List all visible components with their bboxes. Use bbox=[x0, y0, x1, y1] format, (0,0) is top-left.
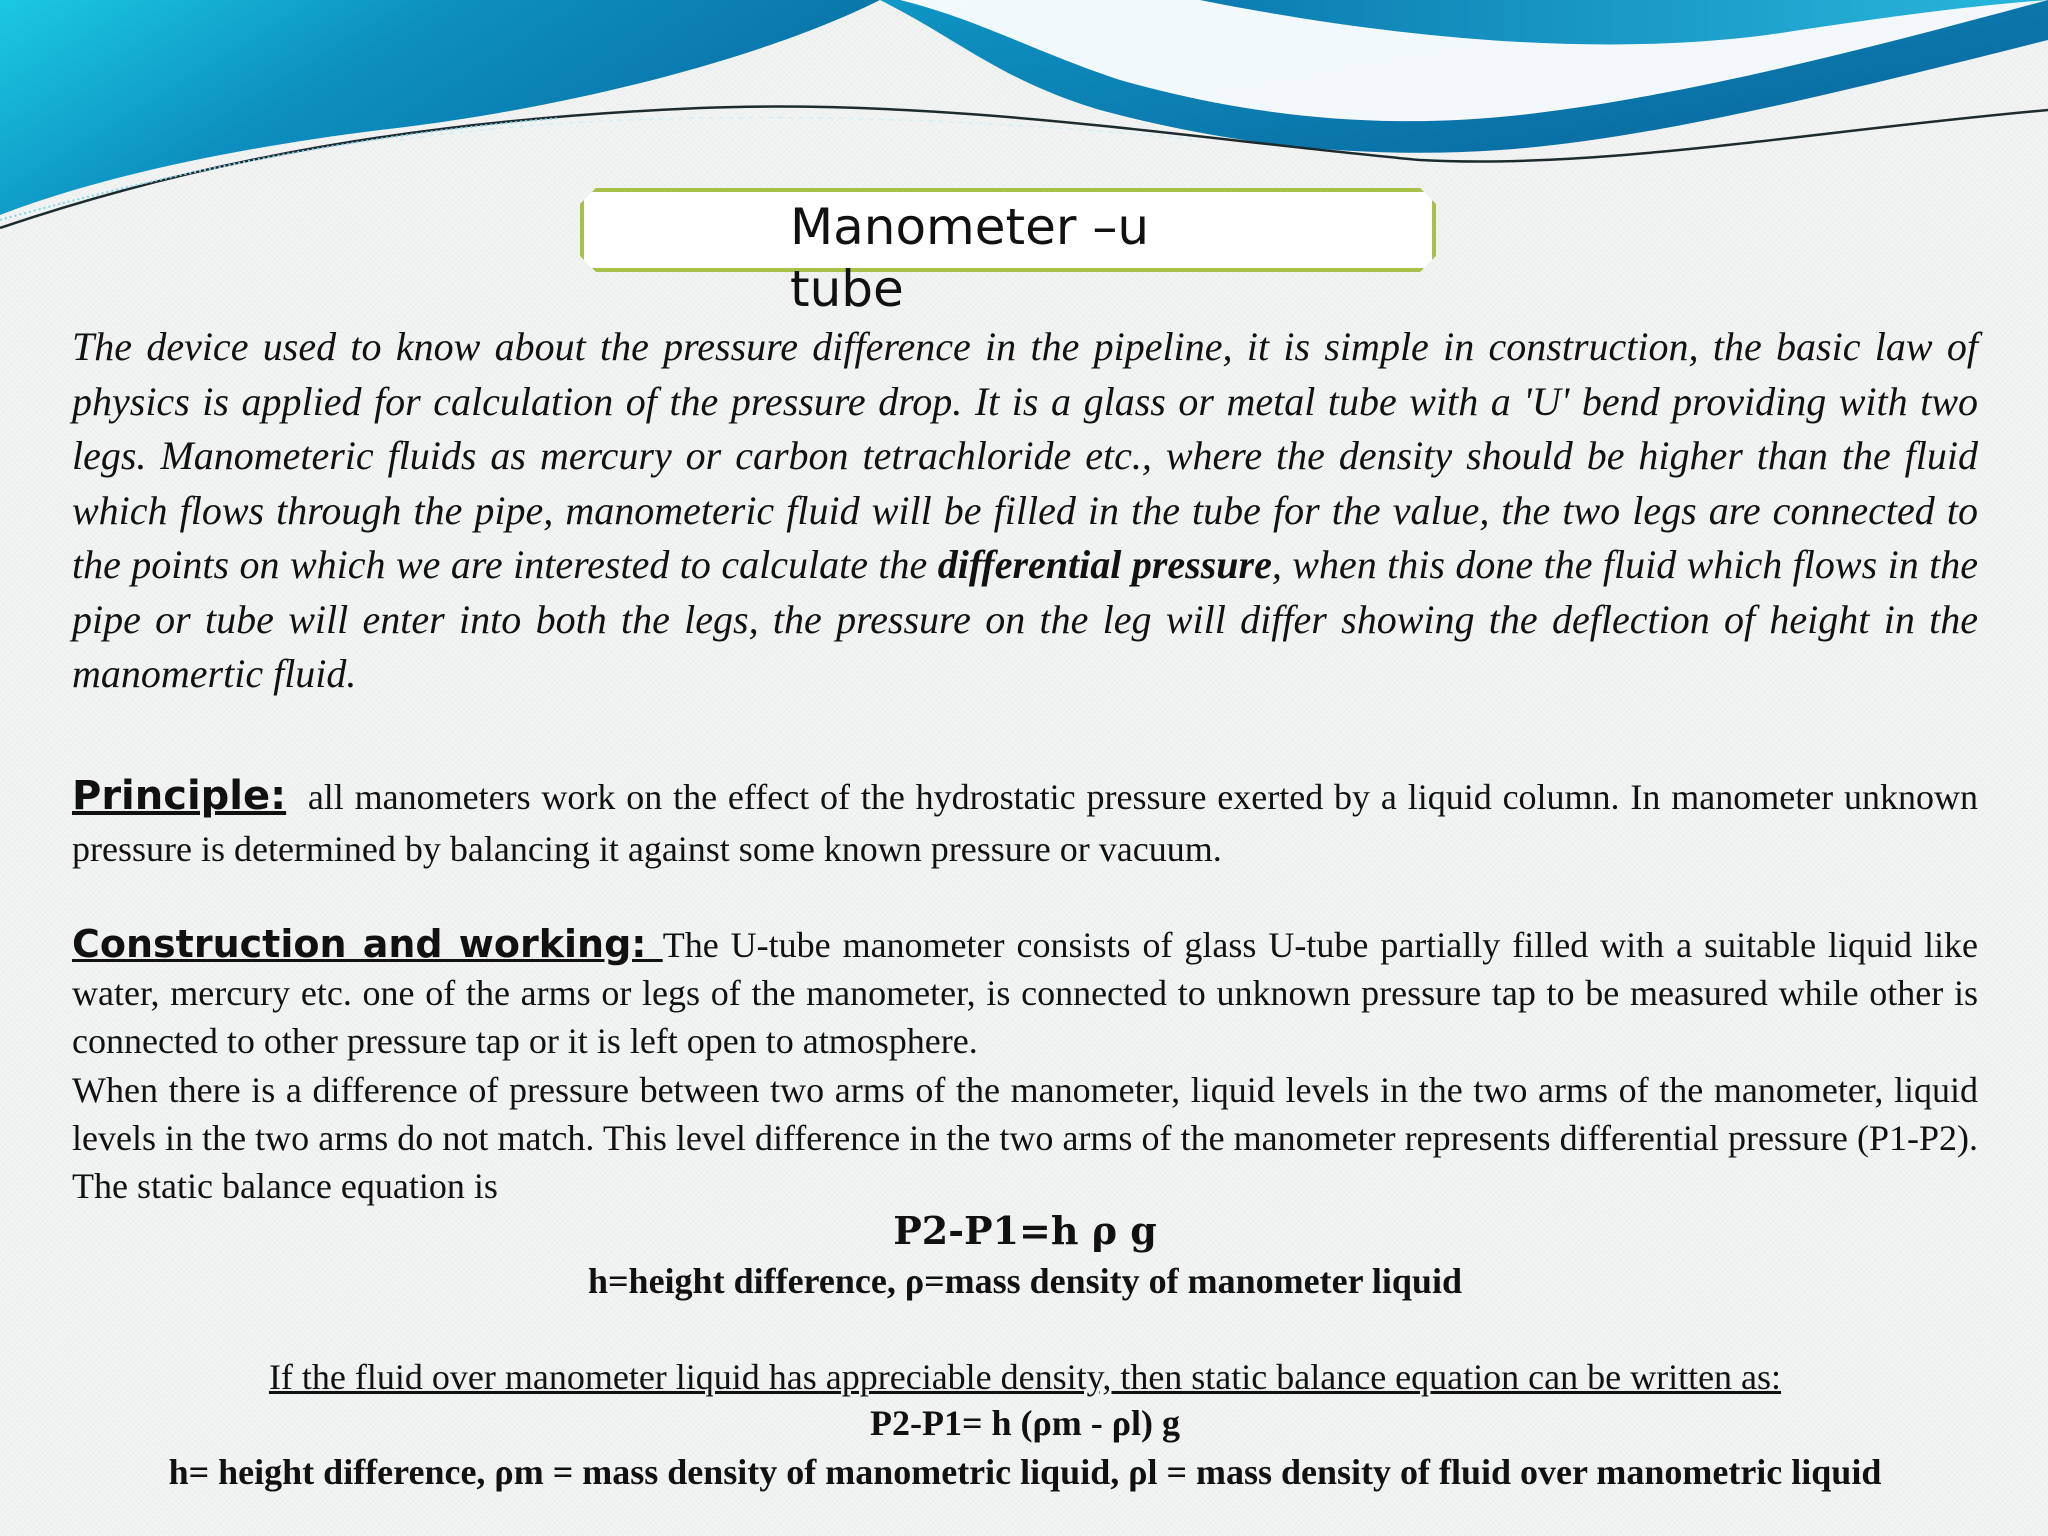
construction-text: The U-tube manometer consists of glass U-tube partially filled with a suitable liquid like water, mercury etc. one of the arms or legs of the manometer, is connected to unknown pressure tap to be measured while other is connected to other pressure tap or it is left open to atmosphere. bbox=[72, 925, 1978, 1061]
equation-static-balance-note: h=height difference, ρ=mass density of manometer liquid bbox=[588, 1261, 1462, 1301]
equation-density-corrected: P2-P1= h (ρm - ρl) g bbox=[870, 1403, 1180, 1443]
density-condition-text: If the fluid over manometer liquid has appreciable density, then static balance equation can be written as: bbox=[268, 1357, 1782, 1397]
intro-text-before: The device used to know about the pressure difference in the pipeline, it is simple in construction, the basic law of physics is applied for calculation of the pressure drop. It is a glass or metal tube with a 'U' bend providing with two legs. Manometeric fluids as mercury or carbon tetrachloride etc., where the density should be higher than the fluid which flows through the pipe, manometeric fluid will be filled in the tube for the value, the two legs are connected to the points on which we are interested to calculate the bbox=[72, 324, 1978, 587]
equation-static-balance: P2-P1=h ρ g bbox=[893, 1208, 1157, 1253]
intro-text-after: , when this done the fluid which flows in the pipe or tube will enter into both the legs, the pressure on the leg will differ showing the deflection of height in the manomertic fluid. bbox=[72, 542, 1978, 696]
construction-heading: Construction and working: bbox=[72, 922, 663, 966]
principle-text: all manometers work on the effect of the hydrostatic pressure exerted by a liquid column. In manometer unknown pressure is determined by balancing it against some known pressure or vacuum. bbox=[72, 777, 1978, 869]
equation-density-corrected-note: h= height difference, ρm = mass density of manometric liquid, ρl = mass density of fluid over manometric liquid bbox=[168, 1452, 1882, 1492]
intro-paragraph bbox=[72, 320, 1978, 702]
intro-bold-term: differential pressure bbox=[937, 542, 1272, 587]
principle-heading: Principle: bbox=[72, 773, 287, 819]
principle-paragraph bbox=[72, 770, 1978, 875]
slide-title: Manometer –u tube bbox=[790, 198, 1150, 318]
construction-paragraph bbox=[72, 920, 1978, 1065]
difference-paragraph: When there is a difference of pressure between two arms of the manometer, liquid levels in the two arms of the manometer, liquid levels in the two arms do not match. This level difference in the two arms of the manometer represents differential pressure (P1-P2). The static balance equation is bbox=[72, 1070, 1978, 1206]
